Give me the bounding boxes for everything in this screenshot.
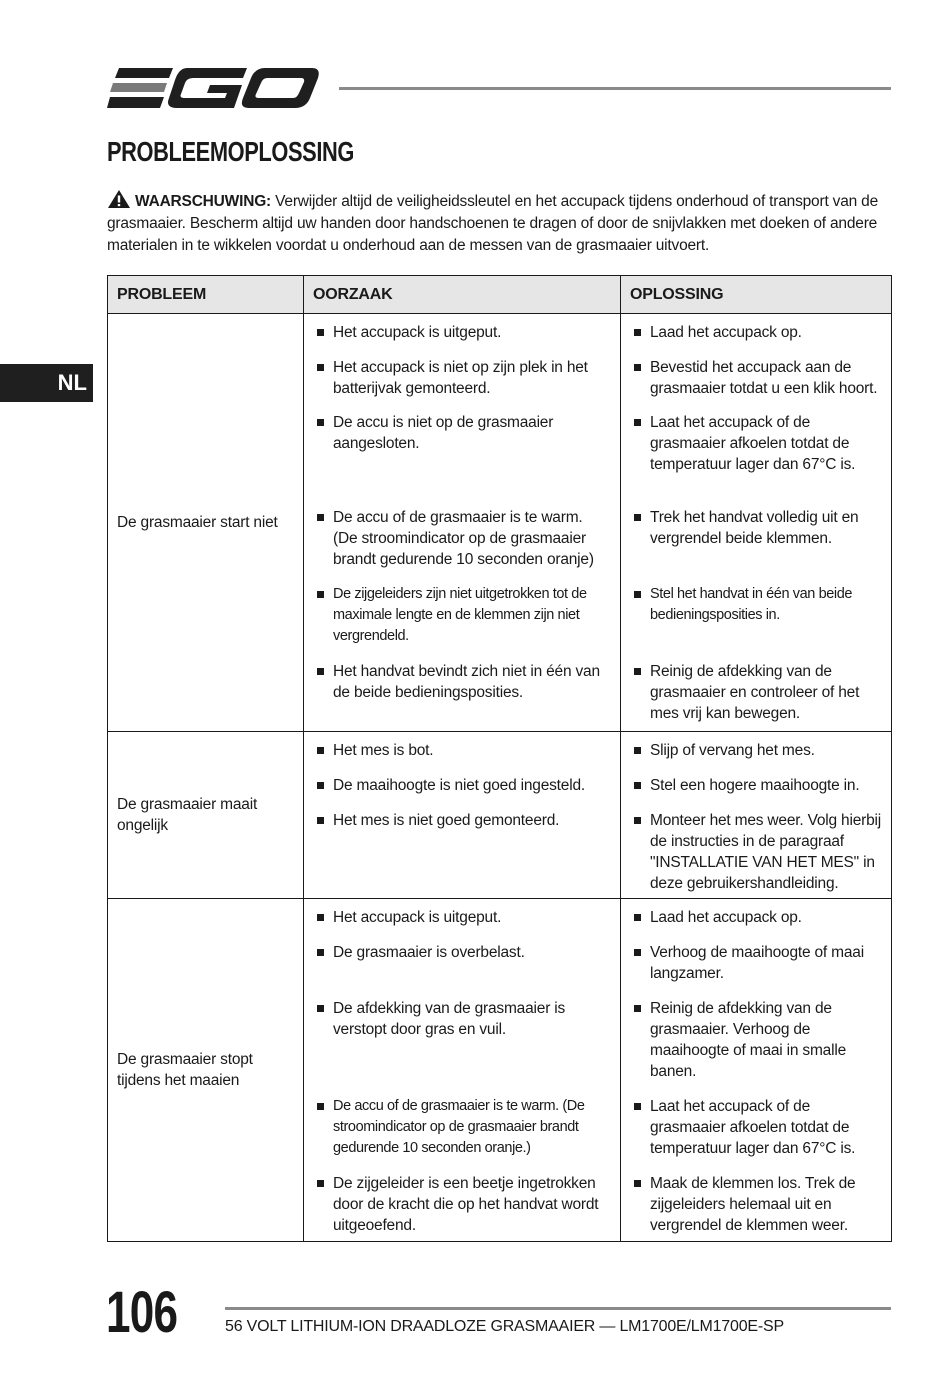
page-number: 106 bbox=[106, 1280, 178, 1345]
solution-cell bbox=[621, 899, 892, 1242]
cause-item: De maaihoogte is niet goed ingesteld. bbox=[316, 775, 610, 810]
solution-item: Laad het accupack op. bbox=[633, 322, 881, 357]
header-rule bbox=[339, 87, 891, 90]
problem-cell: De grasmaaier stopt tijdens het maaien bbox=[108, 899, 304, 1242]
solution-item: Trek het handvat volledig uit en vergrendel beide klemmen. bbox=[633, 507, 881, 584]
solution-item: Slijp of vervang het mes. bbox=[633, 740, 881, 775]
cause-item: Het mes is bot. bbox=[316, 740, 610, 775]
language-tab: NL bbox=[0, 364, 93, 402]
footer-text: 56 VOLT LITHIUM-ION DRAADLOZE GRASMAAIER — LM1700E/LM1700E-SP bbox=[225, 1318, 784, 1335]
cause-item: De accu of de grasmaaier is te warm. (De stroomindicator op de grasmaaier brandt gedurende 10 seconden oranje.) bbox=[316, 1096, 610, 1173]
page-title: PROBLEEMOPLOSSING bbox=[107, 136, 354, 167]
problem-cell: De grasmaaier maait ongelijk bbox=[108, 732, 304, 899]
cause-item: Het accupack is niet op zijn plek in het batterijvak gemonteerd. bbox=[316, 357, 610, 412]
warning-triangle-icon bbox=[107, 189, 131, 209]
cause-item: Het accupack is uitgeput. bbox=[316, 322, 610, 357]
problem-cell: De grasmaaier start niet bbox=[108, 314, 304, 732]
cause-item: De afdekking van de grasmaaier is verstopt door gras en vuil. bbox=[316, 998, 610, 1096]
cause-item: De grasmaaier is overbelast. bbox=[316, 942, 610, 998]
ego-logo bbox=[107, 64, 319, 112]
solution-item: Reinig de afdekking van de grasmaaier. Verhoog de maaihoogte of maai in smalle banen. bbox=[633, 998, 881, 1096]
cause-item: Het accupack is uitgeput. bbox=[316, 907, 610, 942]
header-cause: OORZAAK bbox=[304, 276, 621, 314]
cause-cell bbox=[304, 732, 621, 899]
cause-item: De zijgeleiders zijn niet uitgetrokken tot de maximale lengte en de klemmen zijn niet vergrendeld. bbox=[316, 584, 610, 661]
solution-cell bbox=[621, 732, 892, 899]
troubleshooting-table bbox=[107, 275, 892, 1242]
warning-label: WAARSCHUWING: bbox=[135, 193, 272, 210]
solution-item: Stel een hogere maaihoogte in. bbox=[633, 775, 881, 810]
table-row bbox=[108, 314, 892, 732]
table-row bbox=[108, 732, 892, 899]
cause-item: De accu of de grasmaaier is te warm. (De stroomindicator op de grasmaaier brandt gedurende 10 seconden oranje) bbox=[316, 507, 610, 584]
warning-text: Verwijder altijd de veiligheidssleutel en het accupack tijdens onderhoud of transport van de grasmaaier. Bescherm altijd uw handen door handschoenen te dragen of door de snijvlakken met doeken of andere materialen in te wikkelen voordat u onderhoud aan de messen van de grasmaaier uitvoert. bbox=[107, 193, 878, 254]
footer-rule bbox=[225, 1307, 891, 1310]
cause-item: Het mes is niet goed gemonteerd. bbox=[316, 810, 610, 831]
solution-item: Verhoog de maaihoogte of maai langzamer. bbox=[633, 942, 881, 998]
solution-item: Reinig de afdekking van de grasmaaier en controleer of het mes vrij kan bewegen. bbox=[633, 661, 881, 723]
solution-item: Laad het accupack op. bbox=[633, 907, 881, 942]
cause-item: Het handvat bevindt zich niet in één van de beide bedieningsposities. bbox=[316, 661, 610, 723]
cause-cell bbox=[304, 899, 621, 1242]
solution-item: Stel het handvat in één van beide bedieningsposities in. bbox=[633, 584, 881, 661]
solution-cell bbox=[621, 314, 892, 732]
solution-item: Maak de klemmen los. Trek de zijgeleiders helemaal uit en vergrendel de klemmen weer. bbox=[633, 1173, 881, 1236]
cause-item: De accu is niet op de grasmaaier aangesloten. bbox=[316, 412, 610, 507]
solution-item: Laat het accupack of de grasmaaier afkoelen totdat de temperatuur lager dan 67°C is. bbox=[633, 412, 881, 507]
solution-item: Laat het accupack of de grasmaaier afkoelen totdat de temperatuur lager dan 67°C is. bbox=[633, 1096, 881, 1173]
cause-cell bbox=[304, 314, 621, 732]
header-problem: PROBLEEM bbox=[108, 276, 304, 314]
cause-item: De zijgeleider is een beetje ingetrokken door de kracht die op het handvat wordt uitgeoefend. bbox=[316, 1173, 610, 1236]
table-row bbox=[108, 899, 892, 1242]
solution-item: Monteer het mes weer. Volg hierbij de instructies in de paragraaf "INSTALLATIE VAN HET MES" in deze gebruikershandleiding. bbox=[633, 810, 881, 894]
header-solution: OPLOSSING bbox=[621, 276, 892, 314]
solution-item: Bevestid het accupack aan de grasmaaier totdat u een klik hoort. bbox=[633, 357, 881, 412]
table-header-row bbox=[108, 276, 892, 314]
warning-paragraph bbox=[107, 189, 897, 257]
